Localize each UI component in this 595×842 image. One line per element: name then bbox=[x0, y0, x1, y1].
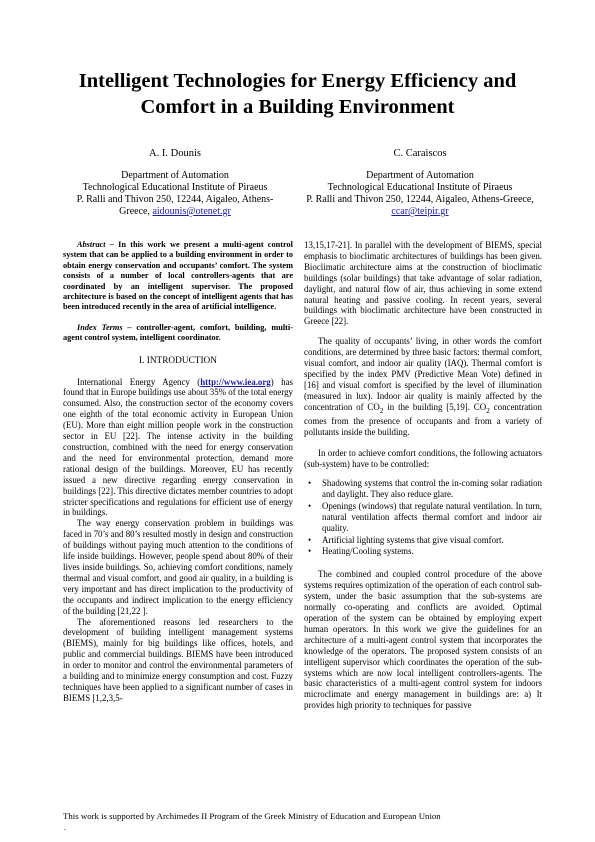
author-institution: Technological Educational Institute of Piraeus bbox=[82, 182, 268, 193]
author-name: C. Caraiscos bbox=[393, 148, 447, 159]
abstract bbox=[63, 240, 293, 313]
text-run: concentration comes from the presence of occupants and from a variety of pollutants inside the building. bbox=[304, 401, 542, 438]
subscript: 2 bbox=[486, 405, 490, 415]
list-item-text: Shadowing systems that control the in-coming solar radiation and daylight. They also reduce glare. bbox=[322, 478, 542, 499]
author-address-cont bbox=[50, 206, 300, 218]
paper-title bbox=[40, 68, 555, 120]
intro-paragraph-1 bbox=[63, 377, 293, 519]
intro-paragraph-3: The aforementioned reasons led researchers to the development of building intelligent management systems (BIEMS), mainly for big buildings like offices, hotels, and public and commercial buildings. BIEMS have been introduced in order to monitor and control the environmental parameters of a building and to minimize energy consumption and cost. Fuzzy techniques have been applied to a significant number of cases in BIEMS [1,2,3,5- bbox=[63, 616, 293, 703]
author-department: Department of Automation bbox=[366, 170, 474, 181]
list-item-text: Artificial lighting systems that give visual comfort. bbox=[322, 534, 504, 545]
index-terms-lead: Index Terms bbox=[77, 322, 123, 332]
list-item-text: Heating/Cooling systems. bbox=[322, 546, 414, 557]
intro-paragraph-4: 13,15,17-21]. In parallel with the development of BIEMS, special emphasis to bioclimatic architectures of buildings has been given. Bioclimatic architecture aims at the construction of bioclimatic buildings (solar buildings) that take advantage of solar radiation, daylight, and natural flow of air, thus achieving in some extend natural heating and passive cooling. In recent years, several buildings with bioclimatic architecture have been constructed in Greece [22]. bbox=[304, 240, 542, 327]
abstract-text: – In this work we present a multi-agent control system that can be applied to a building environment in order to obtain energy conservation and occupants’ comfort. The system consists of a number of local controllers-agents that are coordinated by an intelligent supervisor. The proposed architecture is based on the concept of intelligent agents that has been introduced recently in the area of artificial intelligence. bbox=[63, 240, 293, 312]
author-department: Department of Automation bbox=[121, 170, 229, 181]
list-item bbox=[308, 478, 542, 500]
index-terms bbox=[63, 323, 293, 344]
bullet-icon: • bbox=[308, 546, 312, 557]
list-item-text: Openings (windows) that regulate natural ventilation. In turn, natural ventilation affects thermal comfort and indoor air quality. bbox=[322, 500, 542, 533]
list-item bbox=[308, 534, 542, 546]
bullet-icon: • bbox=[308, 500, 312, 511]
list-item bbox=[308, 500, 542, 534]
title-line-1: Intelligent Technologies for Energy Efficiency and bbox=[78, 70, 517, 92]
author-email-link[interactable]: ccar@teipir.gr bbox=[391, 206, 449, 217]
abstract-lead: Abstract bbox=[77, 240, 106, 249]
text-run: The quality of occupants’ living, in other words the comfort conditions, are determined by three basic factors: thermal comfort, visual comfort, and indoor air quality (IAQ). Thermal comfort is specified by the index PMV (Predictive Mean Vote) defined in [16] and visual comfort is specified by the level of illumination (measured in lux). Indoor air quality is mainly affected by the concentration of CO bbox=[304, 336, 542, 412]
intro-paragraph-5 bbox=[304, 336, 542, 438]
author-name: A. I. Dounis bbox=[149, 148, 201, 159]
intro-paragraph-6: In order to achieve comfort conditions, the following actuators (sub-system) have to be controlled: bbox=[304, 448, 542, 470]
intro-paragraph-7: The combined and coupled control procedure of the above systems requires optimization of the operation of each control sub-system, under the basic assumption that the sub-systems are normally co-operating and conflicts are avoided. Optimal operation of the system can be obtained by employing expert human operators. In this work we give the guidelines for an architecture of a multi-agent control system that incorporates the knowledge of the operators. The proposed system consists of an intelligent supervisor which coordinates the operation of the sub-systems which are now local intelligent controllers-agents. The basic characteristics of a multi-agent control system for indoors microclimate and energy management in buildings are: a) It provides high priority to techniques for passive bbox=[304, 569, 542, 711]
author-address-country: Greece, bbox=[119, 206, 150, 217]
bullet-icon: • bbox=[308, 534, 312, 545]
text-run: ) has found that in Europe buildings use about 35% of the total energy consumed. Also, the construction sector of the economy covers one eighth of the total economic activity in European Union (EU). More than eight million people work in the construction sector in EU [22]. The intense activity in the building construction, combined with the need for energy conservation and the need for environmental protection, demand more rational design of the buildings. Moreover, EU has recently issued a new directive regarding energy conservation in buildings [22]. This directive dictates member countries to adopt stricter specifications and regulations for efficient use of energy in buildings. bbox=[63, 376, 293, 518]
footnote-mark: . bbox=[64, 823, 66, 832]
list-item bbox=[308, 546, 542, 557]
left-column bbox=[63, 240, 293, 704]
text-run: International Energy Agency ( bbox=[77, 376, 201, 387]
title-line-2: Comfort in a Building Environment bbox=[140, 96, 455, 118]
bullet-icon: • bbox=[308, 478, 312, 488]
intro-paragraph-2: The way energy conservation problem in buildings was faced in 70’s and 80’s resulted mostly in design and construction of buildings without paying much attention to the conditions of life inside buildings. However, people spend about 80% of their lives inside buildings. So, achieving comfort conditions, namely thermal and visual comfort, and good air quality, in a building is very important and has direct implication to the productivity of the occupants and indirect implication to the energy efficiency of the building [21,22 ]. bbox=[63, 518, 293, 616]
iea-link[interactable]: http://www.iea.org bbox=[200, 376, 271, 387]
author-email-link[interactable]: aidounis@otenet.gr bbox=[152, 206, 231, 217]
index-terms-text: – controller-agent, comfort, building, multi-agent control system, intelligent coordinator. bbox=[63, 322, 293, 343]
author-address: P. Ralli and Thivon 250, 12244, Aigaleo, Athens- bbox=[76, 194, 274, 205]
section-heading: I. INTRODUCTION bbox=[139, 355, 217, 366]
author-institution: Technological Educational Institute of Piraeus bbox=[327, 182, 513, 193]
author-block-2 bbox=[295, 148, 545, 218]
text-run: in the building [5,19]. CO bbox=[383, 401, 487, 412]
actuator-list bbox=[304, 478, 542, 557]
right-column bbox=[304, 240, 542, 711]
subscript: 2 bbox=[379, 405, 384, 415]
footnote-text: This work is supported by Archimedes II Program of the Greek Ministry of Education and European Union bbox=[63, 811, 441, 821]
footnote bbox=[63, 811, 543, 833]
author-block-1 bbox=[50, 148, 300, 218]
author-address-cont bbox=[295, 206, 545, 218]
author-address: P. Ralli and Thivon 250, 12244, Aigaleo, Athens-Greece, bbox=[306, 194, 534, 205]
